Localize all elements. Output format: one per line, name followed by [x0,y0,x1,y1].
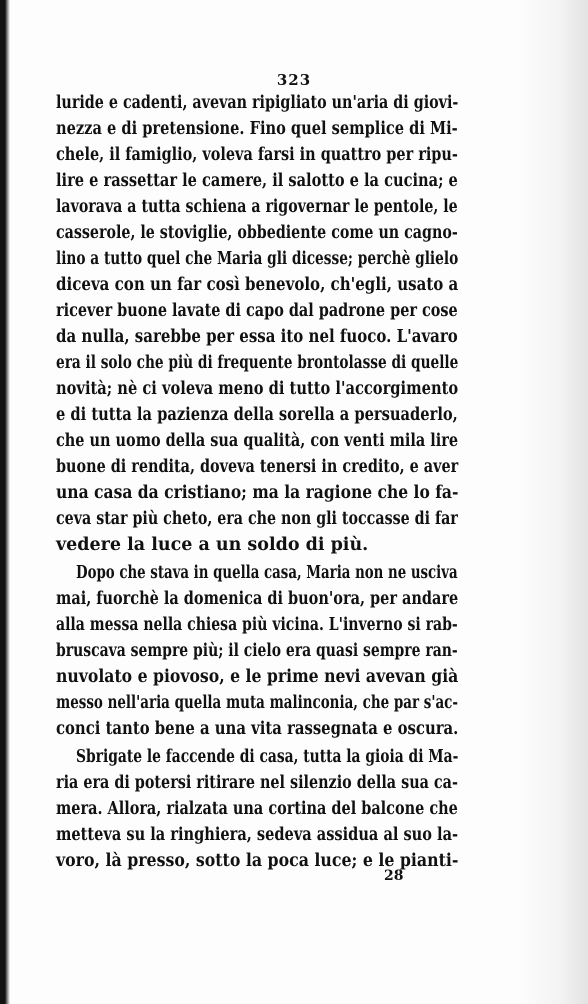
text-line: mai, fuorchè la domenica di buon'ora, per andare [56,589,459,609]
text-line: diceva con un far così benevolo, ch'egli, usato a [56,275,459,295]
text-line: novità; nè ci voleva meno di tutto l'accorgimento [56,379,459,399]
text-line: voro, là presso, sotto la poca luce; e le pianti- [56,851,459,871]
page-binding-edge [0,0,10,1004]
text-line: luride e cadenti, avevan ripigliato un'aria di giovi- [56,93,459,113]
paragraph-first-line: Dopo che stava in quella casa, Maria non ne usciva [76,563,458,583]
text-line: nezza e di pretensione. Fino quel semplice di Mi- [56,119,458,139]
text-line: da nulla, sarebbe per essa ito nel fuoco. L'avaro [56,327,458,347]
text-line: che un uomo della sua qualità, con venti mila lire [56,431,459,451]
text-line: bruscava sempre più; il cielo era quasi sempre ran- [56,641,458,661]
paragraph-first-line: Sbrigate le faccende di casa, tutta la gioia di Ma- [76,747,459,767]
text-line: metteva su la ringhiera, sedeva assidua al suo la- [56,825,459,845]
text-line: conci tanto bene a una vita rassegnata e oscura. [56,719,459,739]
text-line: ceva star più cheto, era che non gli toccasse di far [56,509,458,529]
text-line: mera. Allora, rialzata una cortina del balcone che [56,799,458,819]
text-line: chele, il famiglio, voleva farsi in quattro per ripu- [56,145,458,165]
text-line: alla messa nella chiesa più vicina. L'inverno si rab- [56,615,458,635]
text-line: e di tutta la pazienza della sorella a persuaderlo, [56,405,458,425]
text-line: ricever buone lavate di capo dal padrone per cose [56,301,458,321]
page-shadow [518,0,588,1004]
text-line: nuvolato e piovoso, e le prime nevi avevan già [56,667,459,687]
page-number: 323 [276,71,312,89]
text-line: buone di rendita, doveva tenersi in credito, e aver [56,457,459,477]
text-line: una casa da cristiano; ma la ragione che lo fa- [56,483,459,503]
text-line: lino a tutto quel che Maria gli dicesse; perchè glielo [56,249,459,269]
text-line: lire e rassettar le camere, il salotto e la cucina; e [56,171,458,191]
text-line: vedere la luce a un soldo di più. [56,535,369,555]
text-line: lavorava a tutta schiena a rigovernar le pentole, le [56,197,458,217]
text-line: messo nell'aria quella muta malinconia, che par s'ac- [56,693,458,713]
text-line: ria era di potersi ritirare nel silenzio della sua ca- [56,773,458,793]
text-line: casserole, le stoviglie, obbediente come un cagno- [56,223,458,243]
signature-mark: 28 [384,868,404,884]
text-line: era il solo che più di frequente brontolasse di quelle [56,353,459,373]
